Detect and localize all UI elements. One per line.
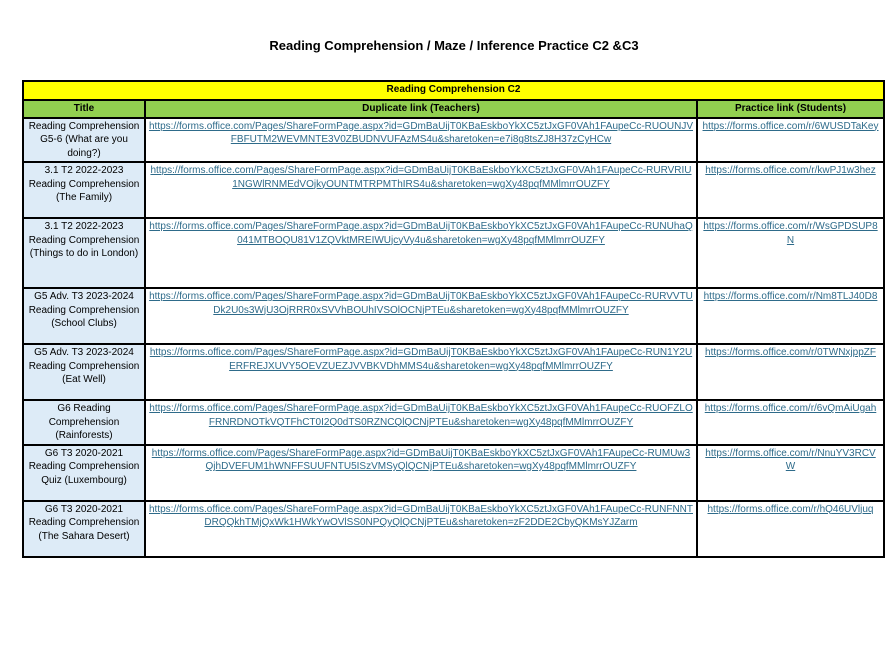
- page-title: Reading Comprehension / Maze / Inference Practice C2 &C3: [269, 38, 639, 53]
- student-link-cell: [697, 218, 884, 288]
- student-practice-link[interactable]: https://forms.office.com/r/WsGPDSUP8N: [703, 221, 878, 246]
- student-practice-link[interactable]: https://forms.office.com/r/NnuYV3RCVW: [705, 447, 876, 472]
- teacher-duplicate-link[interactable]: https://forms.office.com/Pages/ShareFormPage.aspx?id=GDmBaUijT0KBaEskboYkXC5ztJxGF0VAh1FAupeCc-RUOUNJVFBFUTM2WEVMNTE3V0ZBUDNVUFAzMS4u&sharetoken=e7i8g8tsZJ8H37zCyHCw: [149, 120, 694, 145]
- student-link-cell: [697, 344, 884, 400]
- student-link-cell: [697, 501, 884, 557]
- teacher-duplicate-link[interactable]: https://forms.office.com/Pages/ShareFormPage.aspx?id=GDmBaUijT0KBaEskboYkXC5ztJxGF0VAh1FAupeCc-RUNUhaQ041MTBOQU81V1ZQVktMREIWUjcyVy4u&sharetoken=wgXy48pqfMMlmrrOUZFY: [149, 221, 693, 246]
- student-practice-link[interactable]: https://forms.office.com/r/Nm8TLJ40D8: [703, 291, 878, 302]
- student-link-cell: [697, 288, 884, 344]
- student-link-cell: [697, 118, 884, 163]
- teacher-link-cell: [145, 400, 697, 445]
- table-row: [23, 400, 884, 445]
- student-link-cell: [697, 162, 884, 218]
- header-title: Title: [23, 100, 145, 118]
- table-row: [23, 501, 884, 557]
- teacher-duplicate-link[interactable]: https://forms.office.com/Pages/ShareFormPage.aspx?id=GDmBaUijT0KBaEskboYkXC5ztJxGF0VAh1FAupeCc-RURVRIU1NGWlRNMEdVOjkyOUNTMTRPMThIRS4u&sharetoken=wgXy48pqfMMlmrrOUZFY: [150, 165, 692, 190]
- student-practice-link[interactable]: https://forms.office.com/r/0TWNxjppZF: [705, 347, 876, 358]
- student-link-cell: [697, 400, 884, 445]
- student-practice-link[interactable]: https://forms.office.com/r/6vQmAiUgah: [704, 403, 877, 414]
- teacher-link-cell: [145, 118, 697, 163]
- row-title: Reading Comprehension G5-6 (What are you doing?): [23, 118, 145, 163]
- student-practice-link[interactable]: https://forms.office.com/r/kwPJ1w3hez: [705, 165, 876, 176]
- row-title: G6 T3 2020-2021 Reading Comprehension Quiz (Luxembourg): [23, 445, 145, 501]
- teacher-link-cell: [145, 501, 697, 557]
- row-title: 3.1 T2 2022-2023 Reading Comprehension (Things to do in London): [23, 218, 145, 288]
- teacher-duplicate-link[interactable]: https://forms.office.com/Pages/ShareFormPage.aspx?id=GDmBaUijT0KBaEskboYkXC5ztJxGF0VAh1FAupeCc-RUN1Y2UERFREJXUVY5OEVZUEZJVVBKVDhMMS4u&sharetoken=wgXy48pqfMMlmrrOUZFY: [149, 347, 693, 372]
- table-row: [23, 118, 884, 163]
- teacher-link-cell: [145, 162, 697, 218]
- teacher-link-cell: [145, 445, 697, 501]
- row-title: G5 Adv. T3 2023-2024 Reading Comprehension (School Clubs): [23, 288, 145, 344]
- table-header-row: [23, 100, 884, 118]
- row-title: 3.1 T2 2022-2023 Reading Comprehension (The Family): [23, 162, 145, 218]
- teacher-duplicate-link[interactable]: https://forms.office.com/Pages/ShareFormPage.aspx?id=GDmBaUijT0KBaEskboYkXC5ztJxGF0VAh1FAupeCc-RURVVTUDk2U0s3WjU3OjRRR0xSVVhBOUhIVSOlOCNjPTEu&sharetoken=wgXy48pqfMMlmrrOUZFY: [149, 291, 693, 316]
- teacher-duplicate-link[interactable]: https://forms.office.com/Pages/ShareFormPage.aspx?id=GDmBaUijT0KBaEskboYkXC5ztJxGF0VAh1FAupeCc-RUNFNNTDRQQkhTMjQxWk1HWkYwOVlSS0NPQyQlQCNjPTEu&sharetoken=zF2DDE2CbyQKMsYJZarm: [149, 503, 693, 528]
- table-row: [23, 445, 884, 501]
- teacher-link-cell: [145, 344, 697, 400]
- reading-comprehension-table: [22, 80, 885, 558]
- table-banner: Reading Comprehension C2: [23, 81, 884, 100]
- teacher-link-cell: [145, 288, 697, 344]
- row-title: G6 T3 2020-2021 Reading Comprehension (The Sahara Desert): [23, 501, 145, 557]
- header-teachers-link: Duplicate link (Teachers): [145, 100, 697, 118]
- row-title: G6 Reading Comprehension (Rainforests): [23, 400, 145, 445]
- table-row: [23, 344, 884, 400]
- teacher-duplicate-link[interactable]: https://forms.office.com/Pages/ShareFormPage.aspx?id=GDmBaUijT0KBaEskboYkXC5ztJxGF0VAh1FAupeCc-RUMUw3QjhDVEFUM1hWNFFSUUFNTU5ISzVMSyQlQCNjPTEu&sharetoken=wgXy48pqfMMlmrrOUZFY: [151, 447, 691, 472]
- teacher-link-cell: [145, 218, 697, 288]
- table-banner-row: [23, 81, 884, 100]
- table-row: [23, 288, 884, 344]
- table-row: [23, 218, 884, 288]
- header-students-link: Practice link (Students): [697, 100, 884, 118]
- table-row: [23, 162, 884, 218]
- student-practice-link[interactable]: https://forms.office.com/r/hQ46UVljuq: [707, 503, 874, 515]
- teacher-duplicate-link[interactable]: https://forms.office.com/Pages/ShareFormPage.aspx?id=GDmBaUijT0KBaEskboYkXC5ztJxGF0VAh1FAupeCc-RUOFZLOFRNRDNOTkVQTFhCT0I2Q0dTS0RZNCQlQCNjPTEu&sharetoken=wgXy48pqfMMlmrrOUZFY: [149, 403, 693, 428]
- row-title: G5 Adv. T3 2023-2024 Reading Comprehension (Eat Well): [23, 344, 145, 400]
- student-link-cell: [697, 445, 884, 501]
- student-practice-link[interactable]: https://forms.office.com/r/6WUSDTaKey: [702, 120, 879, 132]
